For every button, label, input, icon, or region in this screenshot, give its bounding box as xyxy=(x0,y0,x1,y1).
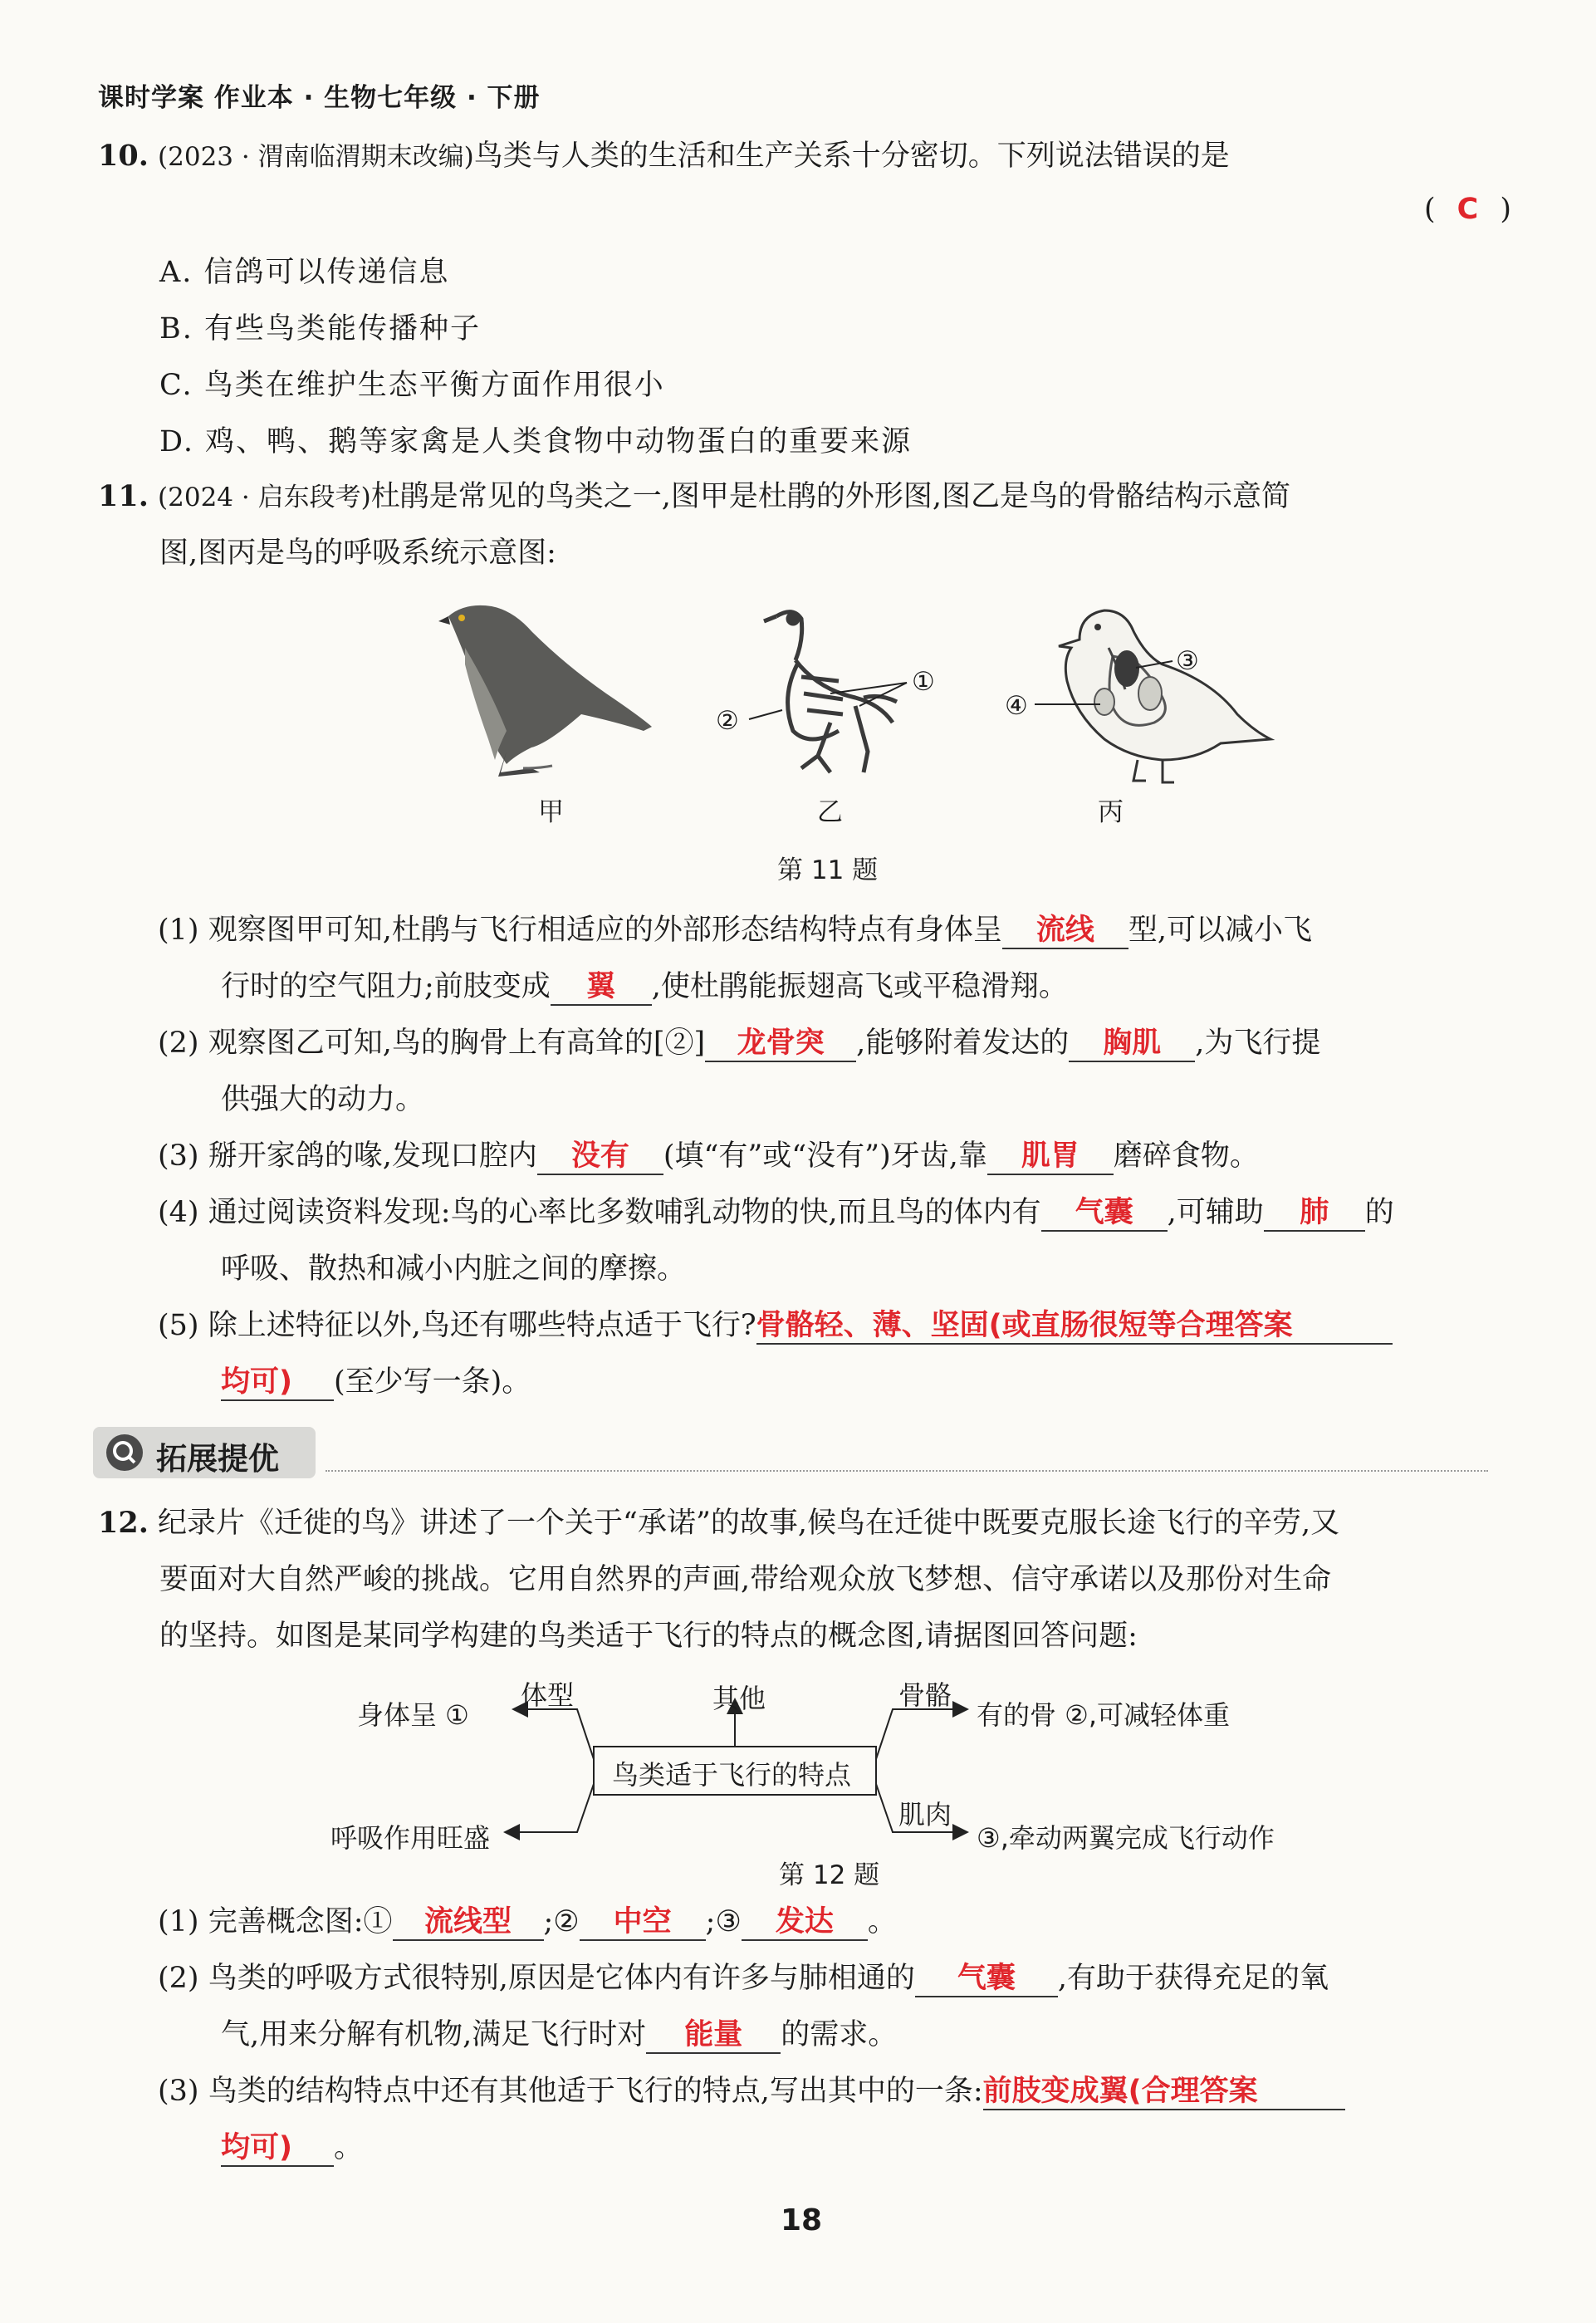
text: ,有助于获得充足的氧 xyxy=(1057,1962,1329,1995)
label-yi: 乙 xyxy=(817,797,843,827)
concept-qita: 其他 xyxy=(712,1683,766,1714)
q12-sub1 xyxy=(158,1902,897,1942)
marker-1: ① xyxy=(912,667,935,697)
label-jia: 甲 xyxy=(538,797,564,827)
text: 行时的空气阻力;前肢变成 xyxy=(221,970,551,1003)
concept-tixing: 体型 xyxy=(521,1679,575,1711)
text: 磨碎食物。 xyxy=(1113,1139,1259,1173)
option-d: D. 鸡、鸭、鹅等家禽是人类食物中动物蛋白的重要来源 xyxy=(159,425,913,458)
concept-center: 鸟类适于飞行的特点 xyxy=(612,1759,852,1791)
concept-guge: 骨骼 xyxy=(898,1679,952,1711)
question-number: 12. xyxy=(98,1506,149,1540)
page-number: 18 xyxy=(781,2203,823,2237)
answer-blank: 中空 xyxy=(580,1904,706,1941)
text: ;③ xyxy=(705,1905,742,1938)
text: ;② xyxy=(543,1905,580,1938)
figure-11-caption: 第 11 题 xyxy=(777,855,879,885)
concept-body: 身体呈 ① xyxy=(357,1699,469,1731)
text: 。 xyxy=(867,1905,897,1938)
text: 气,用来分解有机物,满足飞行时对 xyxy=(221,2018,647,2051)
answer-blank: 前肢变成翼(合理答案 xyxy=(983,2074,1345,2110)
option-a: A. 信鸽可以传递信息 xyxy=(159,256,450,289)
text: 型,可以减小飞 xyxy=(1128,914,1312,947)
text: (4) 通过阅读资料发现:鸟的心率比多数哺乳动物的快,而且鸟的体内有 xyxy=(158,1196,1041,1229)
text: (1) 完善概念图:① xyxy=(158,1905,393,1938)
bracket-close: ) xyxy=(1500,193,1511,226)
question-text-line2: 要面对大自然严峻的挑战。它用自然界的声画,带给观众放飞梦想、信守承诺以及那份对生命 xyxy=(159,1563,1332,1596)
q11-sub2-line2: 供强大的动力。 xyxy=(221,1083,425,1116)
answer-blank: 肺 xyxy=(1264,1195,1365,1232)
text: 的 xyxy=(1364,1196,1394,1229)
question-text-line3: 的坚持。如图是某同学构建的鸟类适于飞行的特点的概念图,请据图回答问题: xyxy=(159,1620,1138,1653)
text: ,可辅助 xyxy=(1167,1196,1264,1229)
answer-blank: 气囊 xyxy=(915,1961,1058,1997)
text: ,为飞行提 xyxy=(1195,1027,1321,1060)
text: (5) 除上述特征以外,鸟还有哪些特点适于飞行? xyxy=(158,1309,756,1342)
answer-blank: 龙骨突 xyxy=(705,1026,856,1062)
marker-4: ④ xyxy=(1005,691,1028,721)
option-c: C. 鸟类在维护生态平衡方面作用很小 xyxy=(159,369,665,402)
figure-12-caption: 第 12 题 xyxy=(779,1860,880,1890)
bracket-open: ( xyxy=(1424,193,1436,226)
question-number: 10. xyxy=(98,139,149,173)
text: (3) 鸟类的结构特点中还有其他适于飞行的特点,写出其中的一条: xyxy=(158,2075,983,2108)
question-text: 杜鹃是常见的鸟类之一,图甲是杜鹃的外形图,图乙是鸟的骨骼结构示意简 xyxy=(370,480,1290,513)
text: (3) 掰开家鸽的喙,发现口腔内 xyxy=(158,1139,537,1173)
q12-sub3-line1 xyxy=(158,2071,1345,2111)
concept-muscle: ③,牵动两翼完成飞行动作 xyxy=(977,1822,1275,1854)
question-text: 纪录片《迁徙的鸟》讲述了一个关于“承诺”的故事,候鸟在迁徙中既要克服长途飞行的辛劳,又 xyxy=(158,1507,1340,1540)
question-number: 11. xyxy=(98,479,149,513)
question-text: 鸟类与人类的生活和生产关系十分密切。下列说法错误的是 xyxy=(473,140,1230,173)
answer-blank: 流线型 xyxy=(393,1904,544,1941)
answer-blank: 翼 xyxy=(551,969,652,1006)
question-source: (2023 · 渭南临渭期末改编) xyxy=(158,142,474,172)
answer-blank: 骨骼轻、薄、坚固(或直肠很短等合理答案 xyxy=(756,1308,1393,1345)
text: (至少写一条)。 xyxy=(334,1365,531,1399)
marker-3: ③ xyxy=(1176,646,1199,676)
q12-sub2-line1 xyxy=(158,1958,1329,1998)
q11-sub4-line2: 呼吸、散热和减小内脏之间的摩擦。 xyxy=(221,1252,687,1286)
marker-2: ② xyxy=(716,706,739,736)
q12-sub2-line2 xyxy=(221,2015,897,2055)
answer-blank: 胸肌 xyxy=(1069,1026,1195,1062)
text: (2) 观察图乙可知,鸟的胸骨上有高耸的[②] xyxy=(158,1027,706,1060)
option-b: B. 有些鸟类能传播种子 xyxy=(159,312,481,346)
answer-blank: 均可) xyxy=(221,2130,334,2167)
text: (填“有”或“没有”)牙齿,靠 xyxy=(663,1139,987,1173)
arrow-body xyxy=(513,1709,594,1759)
question-source: (2024 · 启东段考) xyxy=(158,483,371,512)
answer-blank: 均可) xyxy=(221,1365,334,1401)
question-text-line2: 图,图丙是鸟的呼吸系统示意图: xyxy=(159,537,556,570)
text: 的需求。 xyxy=(781,2018,898,2051)
text: 。 xyxy=(334,2131,364,2164)
text: (1) 观察图甲可知,杜鹃与飞行相适应的外部形态结构特点有身体呈 xyxy=(158,914,1002,947)
concept-bone: 有的骨 ②,可减轻体重 xyxy=(977,1699,1231,1731)
concept-jirou: 肌肉 xyxy=(898,1799,952,1830)
text: ,能够附着发达的 xyxy=(856,1027,1070,1060)
answer-blank: 发达 xyxy=(742,1904,868,1941)
concept-breath: 呼吸作用旺盛 xyxy=(330,1822,491,1854)
answer-blank: 肌胃 xyxy=(987,1139,1114,1175)
answer-blank: 没有 xyxy=(537,1139,663,1175)
page-header: 课时学案 作业本 · 生物七年级 · 下册 xyxy=(98,83,541,113)
answer-blank: 流线 xyxy=(1002,913,1128,949)
answer-blank: 气囊 xyxy=(1041,1195,1168,1232)
label-bing: 丙 xyxy=(1098,797,1124,827)
answer-blank: 能量 xyxy=(646,2017,781,2054)
arrow-breath xyxy=(505,1784,594,1832)
answer-choice: C xyxy=(1456,193,1479,226)
q12-sub3-line2 xyxy=(221,2128,363,2168)
section-title: 拓展提优 xyxy=(156,1441,279,1477)
text: (2) 鸟类的呼吸方式很特别,原因是它体内有许多与肺相通的 xyxy=(158,1962,915,1995)
arrow-bone xyxy=(876,1709,967,1759)
text: ,使杜鹃能振翅高飞或平稳滑翔。 xyxy=(651,970,1068,1003)
